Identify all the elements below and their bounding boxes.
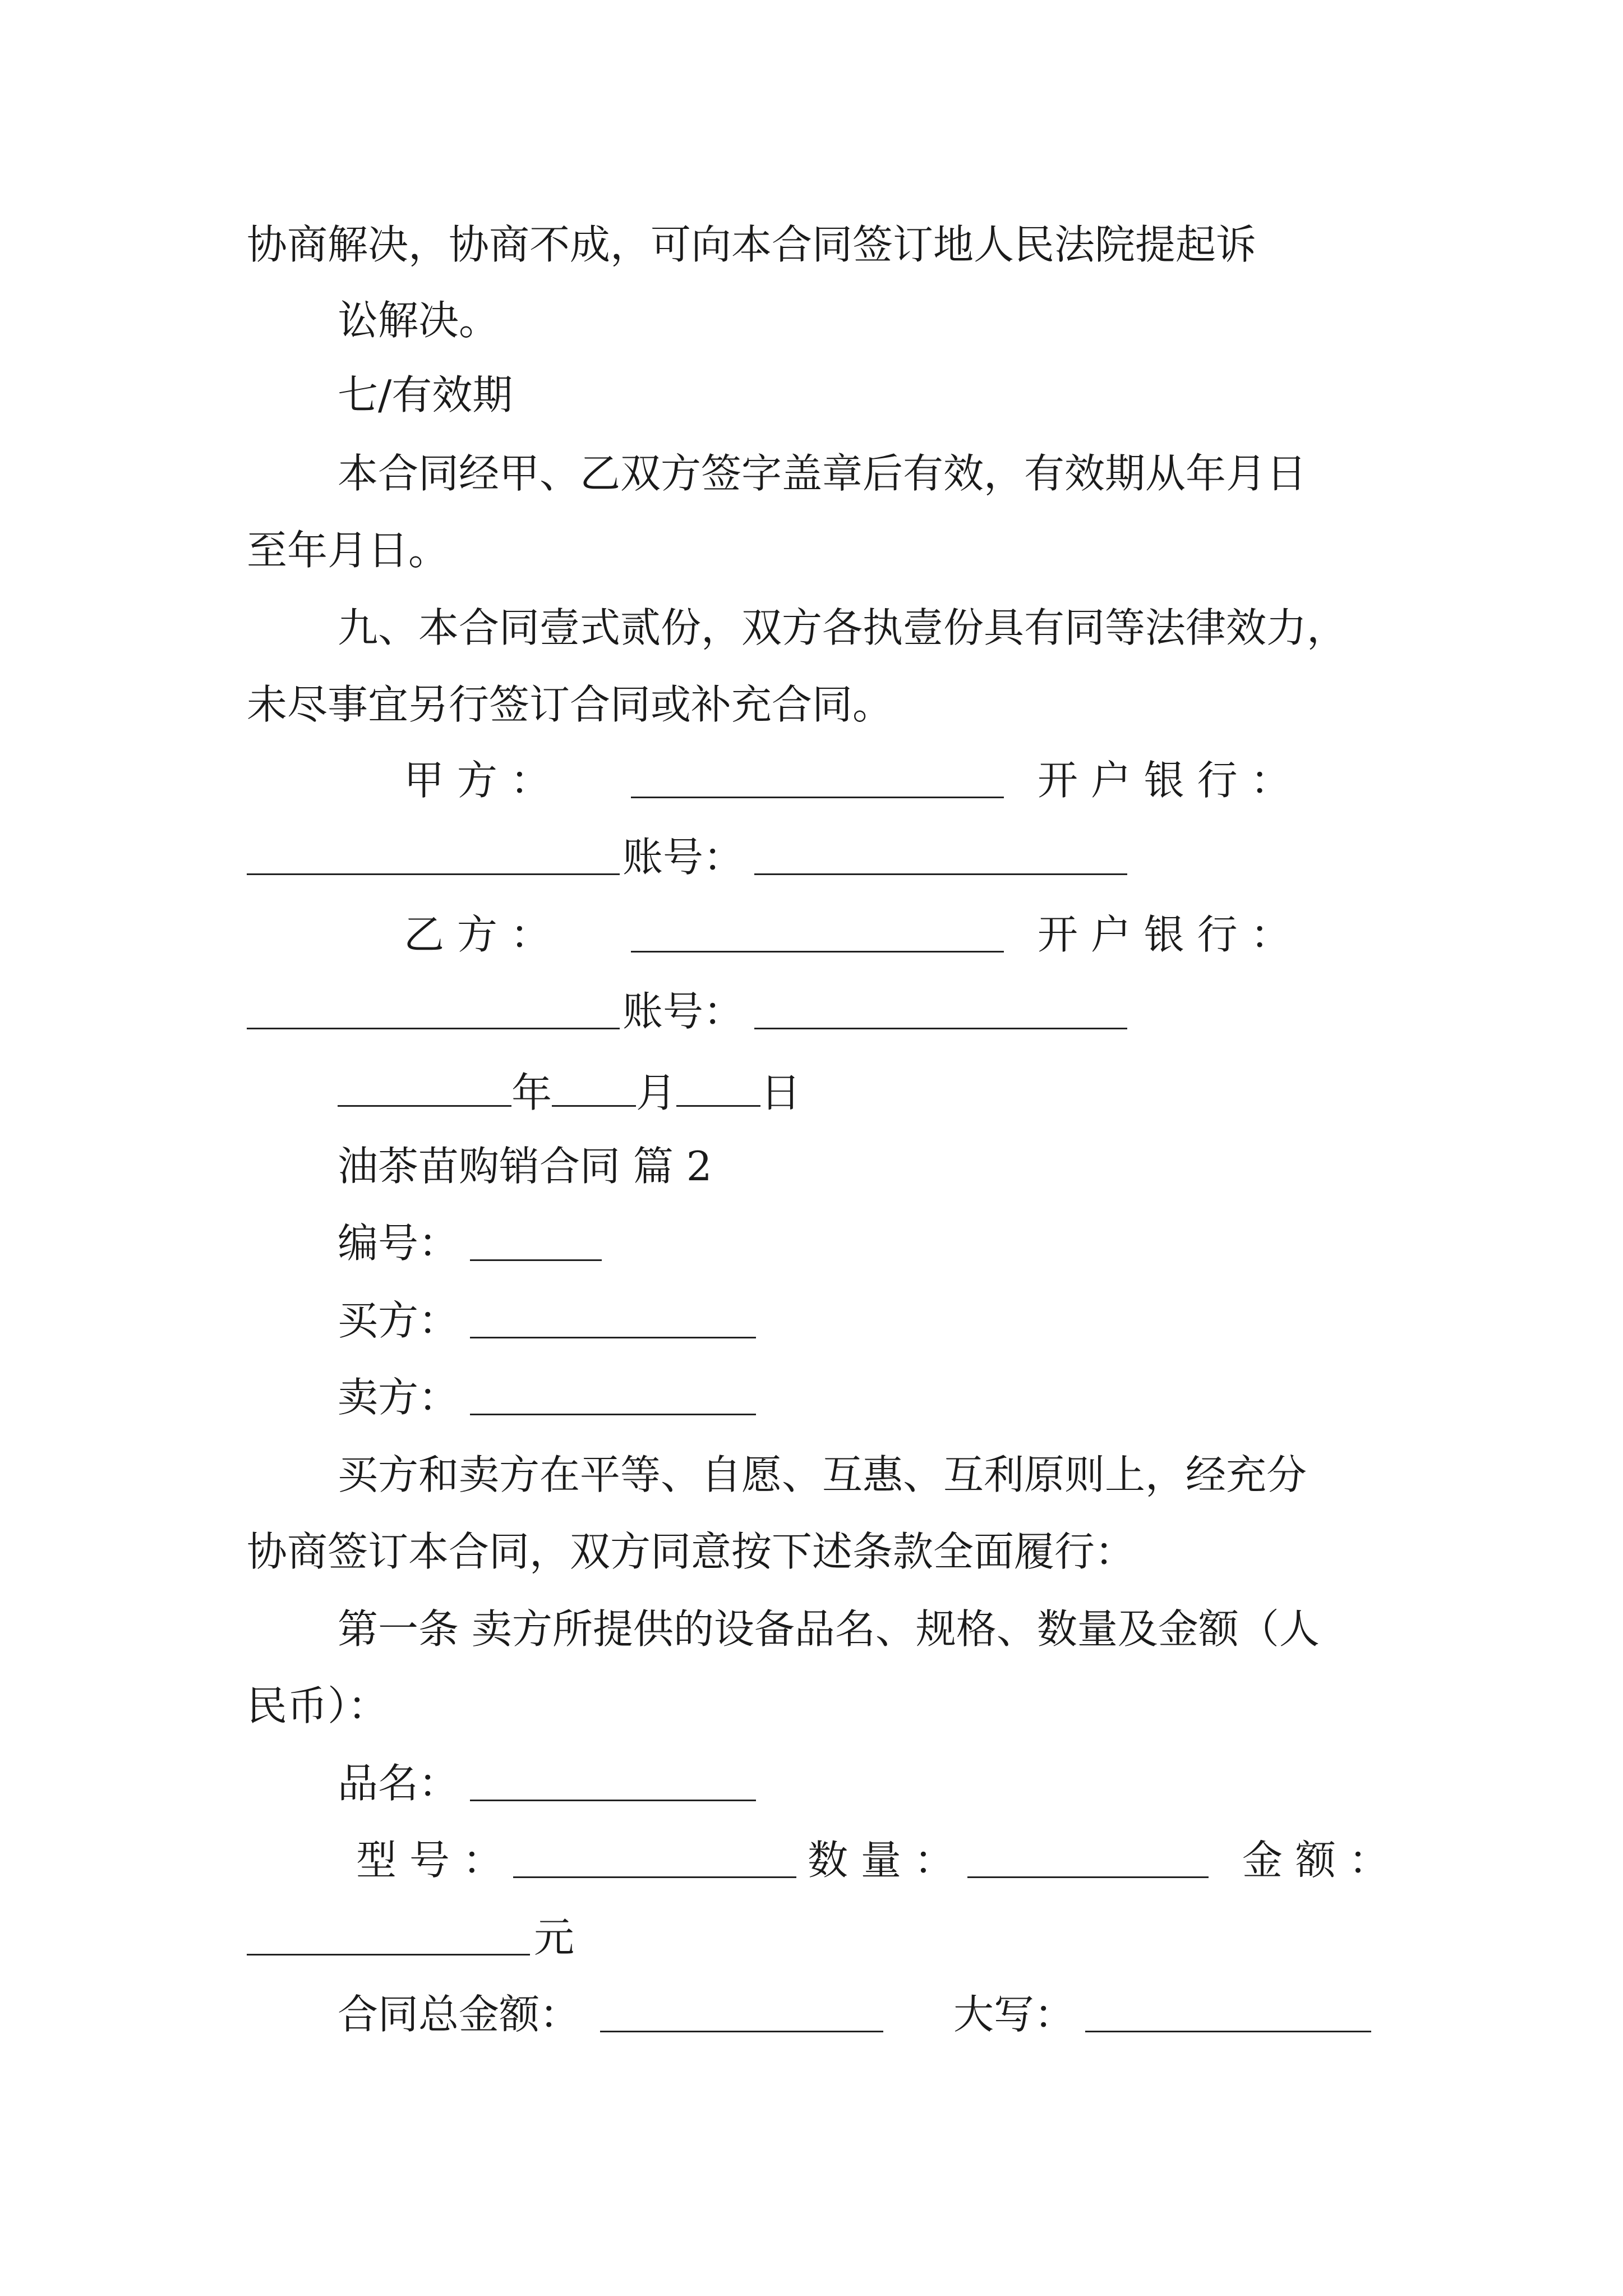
capital-amount-field[interactable] <box>1085 1994 1371 2039</box>
text-line: 协商签订本合同，双方同意按下述条款全面履行： <box>247 1528 1136 1575</box>
party-b-name-field[interactable] <box>631 914 1004 959</box>
number-field[interactable] <box>470 1223 602 1267</box>
date-line <box>338 1069 801 1116</box>
day-label: 日 <box>760 1069 801 1116</box>
text-line: 民币）： <box>247 1682 389 1729</box>
yuan-label: 元 <box>534 1914 575 1961</box>
model-label: 型 号 ： <box>356 1837 503 1884</box>
quantity-field[interactable] <box>967 1840 1209 1884</box>
total-amount-field[interactable] <box>600 1994 883 2039</box>
total-amount-label: 合同总金额： <box>338 1991 580 2038</box>
party-a-account-field[interactable] <box>754 837 1127 881</box>
text-line: 本合同经甲、乙双方签字盖章后有效，有效期从年月日 <box>338 450 1307 497</box>
section-title: 油茶苗购销合同 篇 2 <box>338 1143 712 1190</box>
text-line: 至年月日。 <box>247 527 449 574</box>
month-label: 月 <box>636 1069 677 1116</box>
amount-field[interactable] <box>247 1917 530 1962</box>
party-b-bank-field[interactable] <box>247 991 620 1036</box>
section-heading: 七/有效期 <box>338 371 513 418</box>
capital-amount-label: 大写： <box>953 1991 1075 2038</box>
party-b-label: 乙 方 ： <box>404 911 551 958</box>
text-line: 未尽事宜另行签订合同或补充合同。 <box>247 681 893 728</box>
party-a-bank-label: 开 户 银 行 ： <box>1038 757 1291 804</box>
number-label: 编号： <box>338 1220 459 1267</box>
text-line: 九、本合同壹式贰份，双方各执壹份具有同等法律效力， <box>338 604 1348 651</box>
model-field[interactable] <box>513 1840 796 1884</box>
party-b-account-label: 账号： <box>623 988 744 1035</box>
amount-label: 金 额 ： <box>1242 1837 1389 1884</box>
seller-label: 卖方： <box>338 1374 459 1421</box>
party-a-bank-field[interactable] <box>247 837 620 881</box>
year-field[interactable] <box>338 1069 511 1107</box>
day-field[interactable] <box>676 1069 760 1107</box>
article-heading: 第一条 卖方所提供的设备品名、规格、数量及金额（人 <box>338 1605 1320 1653</box>
party-b-account-field[interactable] <box>754 991 1127 1036</box>
party-b-bank-label: 开 户 银 行 ： <box>1038 911 1291 958</box>
product-field[interactable] <box>470 1763 756 1807</box>
party-a-name-field[interactable] <box>631 760 1004 804</box>
year-label: 年 <box>511 1069 552 1116</box>
buyer-field[interactable] <box>470 1300 756 1345</box>
product-label: 品名： <box>338 1760 459 1807</box>
party-a-account-label: 账号： <box>623 834 744 881</box>
party-a-label: 甲 方 ： <box>404 757 551 804</box>
month-field[interactable] <box>552 1069 636 1107</box>
text-line: 协商解决，协商不成，可向本合同签订地人民法院提起诉 <box>247 221 1257 268</box>
quantity-label: 数 量 ： <box>808 1837 955 1884</box>
buyer-label: 买方： <box>338 1297 459 1344</box>
text-line: 讼解决。 <box>338 297 500 344</box>
seller-field[interactable] <box>470 1377 756 1421</box>
text-line: 买方和卖方在平等、自愿、互惠、互利原则上，经充分 <box>338 1451 1307 1498</box>
